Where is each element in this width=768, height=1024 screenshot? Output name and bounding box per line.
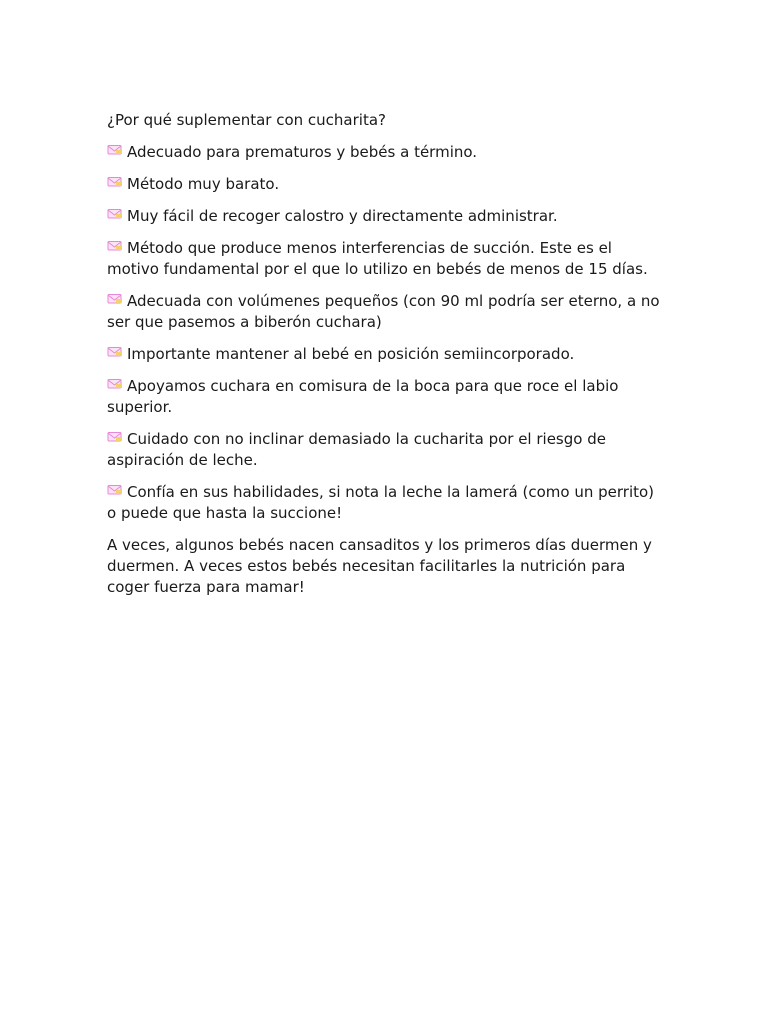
pink-envelope-icon xyxy=(107,144,123,156)
bullet-text: Adecuada con volúmenes pequeños (con 90 ml podría ser eterno, a no ser que pasemos a biberón cuchara) xyxy=(107,292,660,331)
bullet-text: Apoyamos cuchara en comisura de la boca para que roce el labio superior. xyxy=(107,377,619,416)
pink-envelope-icon xyxy=(107,484,123,496)
bullet-text: Cuidado con no inclinar demasiado la cucharita por el riesgo de aspiración de leche. xyxy=(107,430,606,469)
list-item xyxy=(107,206,663,227)
pink-envelope-icon xyxy=(107,431,123,443)
list-item xyxy=(107,238,663,280)
list-item xyxy=(107,174,663,195)
pink-envelope-icon xyxy=(107,346,123,358)
document-page xyxy=(107,110,663,609)
bullet-text: Confía en sus habilidades, si nota la leche la lamerá (como un perrito) o puede que hasta la succione! xyxy=(107,483,655,522)
bullet-text: Importante mantener al bebé en posición semiincorporado. xyxy=(127,345,575,363)
bullet-text: Muy fácil de recoger calostro y directamente administrar. xyxy=(127,207,558,225)
pink-envelope-icon xyxy=(107,240,123,252)
pink-envelope-icon xyxy=(107,378,123,390)
bullet-text: Adecuado para prematuros y bebés a término. xyxy=(127,143,478,161)
list-item xyxy=(107,291,663,333)
closing-paragraph: A veces, algunos bebés nacen cansaditos y los primeros días duermen y duermen. A veces estos bebés necesitan facilitarles la nutrición para coger fuerza para mamar! xyxy=(107,536,652,596)
list-item xyxy=(107,429,663,471)
bullet-text: Método muy barato. xyxy=(127,175,280,193)
list-item xyxy=(107,376,663,418)
list-item xyxy=(107,142,663,163)
document-heading: ¿Por qué suplementar con cucharita? xyxy=(107,111,386,129)
list-item xyxy=(107,344,663,365)
pink-envelope-icon xyxy=(107,176,123,188)
pink-envelope-icon xyxy=(107,293,123,305)
bullet-text: Método que produce menos interferencias de succión. Este es el motivo fundamental por el que lo utilizo en bebés de menos de 15 días. xyxy=(107,239,648,278)
list-item xyxy=(107,482,663,524)
pink-envelope-icon xyxy=(107,208,123,220)
